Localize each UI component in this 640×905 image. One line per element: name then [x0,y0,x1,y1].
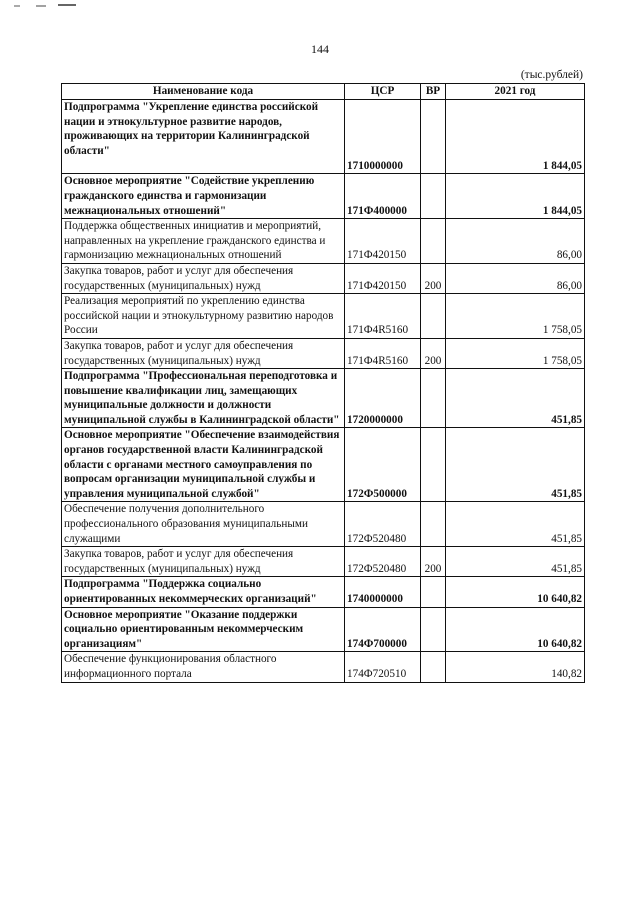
row-vr: 200 [421,547,446,577]
row-name-text: Подпрограмма "Укрепление единства российской нации и этнокультурное развитие народов, проживающих на территории Калининградской области" [64,101,319,157]
row-csr: 172Ф500000 [345,428,421,502]
table-header-row [62,84,585,100]
row-name [62,577,345,607]
table-row [62,369,585,428]
table-row [62,294,585,339]
row-csr: 172Ф520480 [345,502,421,547]
row-name [62,338,345,368]
row-sum: 1 758,05 [446,338,585,368]
row-vr [421,219,446,264]
row-vr [421,652,446,682]
row-name-text: Закупка товаров, работ и услуг для обеспечения государственных (муниципальных) нужд [64,548,294,575]
row-sum: 451,85 [446,502,585,547]
row-name-text: Реализация мероприятий по укреплению единства российской нации и этнокультурному развитию народов России [64,295,334,337]
row-csr: 171Ф4R5160 [345,294,421,339]
header-name: Наименование кода [62,84,345,100]
row-csr: 1740000000 [345,577,421,607]
row-name [62,263,345,293]
row-csr: 171Ф420150 [345,219,421,264]
row-name [62,219,345,264]
row-name-text: Закупка товаров, работ и услуг для обеспечения государственных (муниципальных) нужд [64,264,294,292]
row-name-text: Поддержка общественных инициатив и мероприятий, направленных на укрепление гражданского единства и гармонизацию межнациональных отношений [64,220,326,262]
row-vr [421,502,446,547]
row-name-text: Основное мероприятие "Обеспечение взаимодействия органов государственной власти Калининградской области с органами местного самоуправления по вопросам организации муниципальной службы и управления муниципальной службой" [64,429,340,500]
row-sum: 1 844,05 [446,100,585,174]
units-label: (тыс.рублей) [520,69,583,81]
table-row [62,174,585,219]
row-name [62,294,345,339]
table-row [62,652,585,682]
row-name-text: Закупка товаров, работ и услуг для обеспечения государственных (муниципальных) нужд [64,339,294,367]
row-name-text: Подпрограмма "Поддержка социально ориентированных некоммерческих организаций" [64,578,317,605]
table-row [62,502,585,547]
row-name-text: Основное мероприятие "Оказание поддержки социально ориентированным некоммерческим организациям" [64,608,304,650]
header-csr: ЦСР [345,84,421,100]
row-sum: 10 640,82 [446,607,585,652]
row-name-text: Основное мероприятие "Содействие укреплению гражданского единства и гармонизации межнациональных отношений" [64,175,315,217]
row-name [62,502,345,547]
row-csr: 172Ф520480 [345,547,421,577]
table-row [62,547,585,577]
table-row [62,263,585,293]
table-row [62,607,585,652]
table-row [62,338,585,368]
row-sum: 86,00 [446,263,585,293]
row-vr [421,174,446,219]
row-name [62,428,345,502]
row-name [62,607,345,652]
row-sum: 1 758,05 [446,294,585,339]
scan-artifact-marks [14,3,84,9]
row-vr: 200 [421,263,446,293]
row-csr: 171Ф4R5160 [345,338,421,368]
row-name-text: Обеспечение получения дополнительного профессионального образования муниципальными служащими [64,503,308,545]
row-csr: 1720000000 [345,369,421,428]
row-csr: 171Ф420150 [345,263,421,293]
row-sum: 86,00 [446,219,585,264]
row-vr [421,428,446,502]
row-name [62,174,345,219]
row-name-text: Подпрограмма "Профессиональная переподготовка и повышение квалификации лиц, замещающих муниципальные должности и должности муниципальной службы в Калининградской области" [64,370,340,426]
row-sum: 451,85 [446,428,585,502]
row-vr: 200 [421,338,446,368]
row-sum: 140,82 [446,652,585,682]
page-number: 144 [311,42,329,56]
row-sum: 451,85 [446,369,585,428]
header-year: 2021 год [446,84,585,100]
row-csr: 174Ф720510 [345,652,421,682]
row-vr [421,369,446,428]
row-name [62,652,345,682]
table-row [62,428,585,502]
header-vr: ВР [421,84,446,100]
row-name [62,369,345,428]
table-body [62,100,585,683]
row-csr: 174Ф700000 [345,607,421,652]
table-row [62,219,585,264]
row-sum: 1 844,05 [446,174,585,219]
row-vr [421,607,446,652]
row-name-text: Обеспечение функционирования областного информационного портала [64,653,277,680]
row-sum: 451,85 [446,547,585,577]
row-name [62,100,345,174]
table-row [62,577,585,607]
row-sum: 10 640,82 [446,577,585,607]
row-vr [421,100,446,174]
row-csr: 171Ф400000 [345,174,421,219]
row-csr: 1710000000 [345,100,421,174]
table-row [62,100,585,174]
row-vr [421,294,446,339]
row-spacer [64,158,342,173]
budget-table [61,83,585,683]
row-vr [421,577,446,607]
row-name [62,547,345,577]
